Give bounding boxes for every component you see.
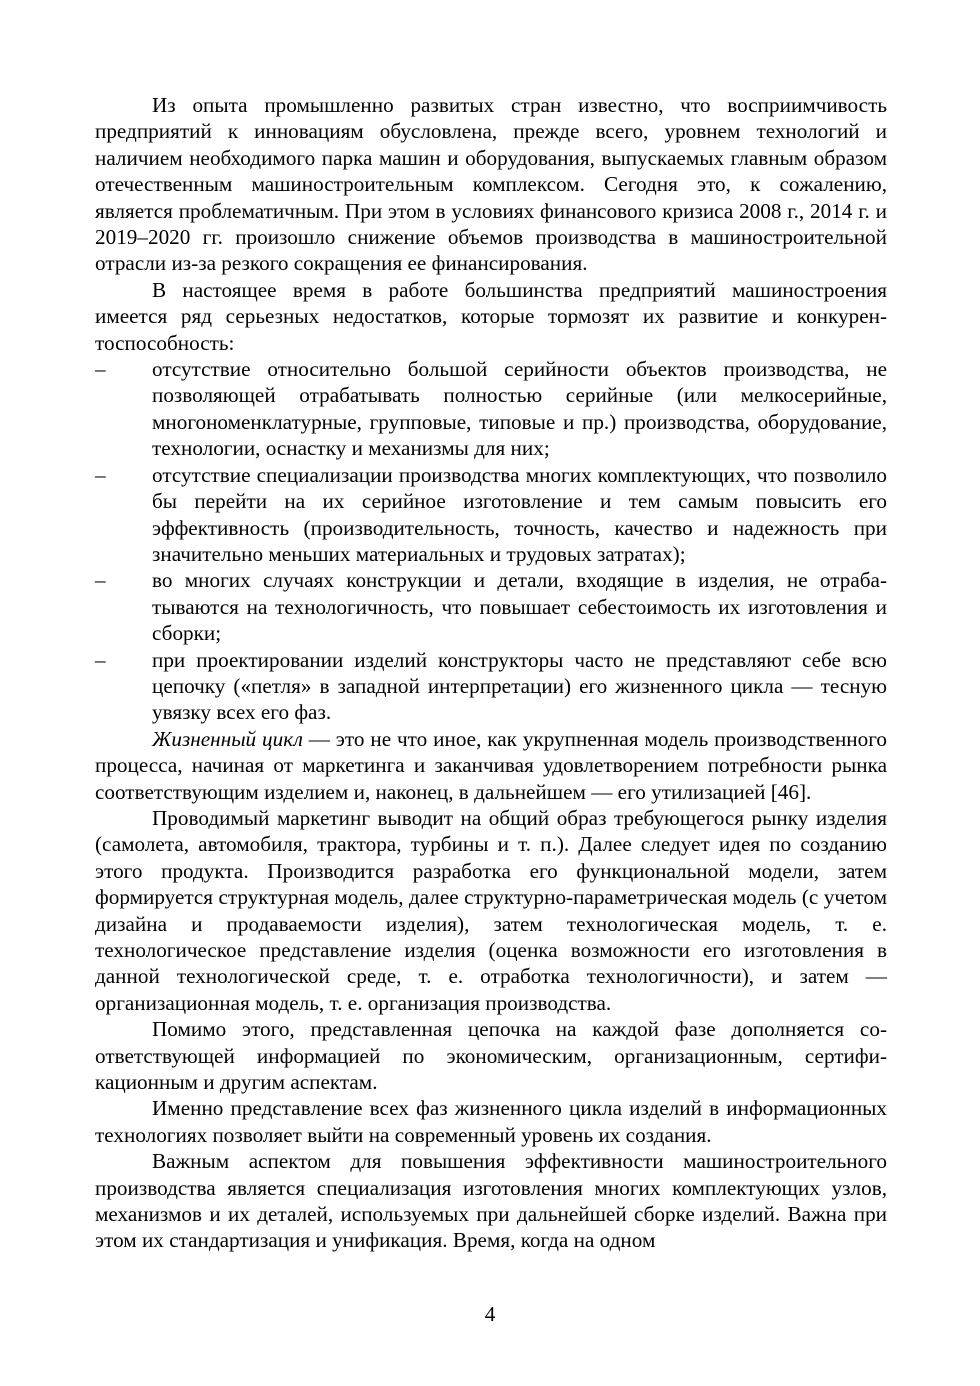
- list-item: [95, 567, 887, 646]
- paragraph-marketing: Проводимый маркетинг выводит на общий образ требующегося рынку изделия (самолета, автомобиля, трактора, турбины и т. п.). Далее следует идея по созданию этого продукта. Производится разработка его функциональной модели, затем формируется структурная модель, далее структурно-параметрическая модель (с учетом дизайна и продаваемости изделия), затем технологическая модель, т. е. технологическое представление изделия (оценка возможности его изготовления в данной технологической среде, т. е. отработка технологичности), и затем — организационная модель, т. е. организация производства.: [95, 805, 887, 1015]
- list-item: [95, 462, 887, 568]
- paragraph-it-phases: Именно представление всех фаз жизненного цикла изделий в информационных технологиях позволяет выйти на современный уровень их создания.: [95, 1096, 887, 1147]
- page-number: 4: [484, 1302, 496, 1326]
- list-dash: –: [95, 568, 106, 593]
- paragraph-shortcomings: В настоящее время в работе большинства предприятий машиностроения имеется ряд серьезных недостатков, которые тормозят их развитие и конкурентоспособность:: [95, 277, 887, 355]
- list-item-text: отсутствие специализации производства многих комплектующих, что позволило бы перейти на их серийное изготовление и тем самым повысить его эффективность (производительность, точность, качество и надежность при значительно меньших материальных и трудовых затратах);: [152, 462, 887, 566]
- paragraph-additional-info: Помимо этого, представленная цепочка на каждой фазе дополняется соответствующей информацией по экономическим, организационным, сертификационным и другим аспектам.: [95, 1017, 887, 1095]
- lifecycle-definition: — это не что иное, как укрупненная модель производственного процесса, начиная от маркетинга и заканчивая удовлетворением потребности рынка соответствующим изделием и, наконец, в дальнейшем — его утилизацией [46].: [95, 726, 887, 804]
- list-item-text: при проектировании изделий конструкторы часто не представляют себе всю цепочку («петля» в западной интерпретации) его жизненного цикла — тесную увязку всех его фаз.: [152, 647, 887, 725]
- list-item-text: во многих случаях конструкции и детали, входящие в изделия, не отрабатываются на технологичность, что повышает себестоимость их изготовления и сборки;: [152, 568, 887, 646]
- paragraph-specialization: Важным аспектом для повышения эффективности машиностроительного производства является специализация изготовления многих комплектующих узлов, механизмов и их деталей, используемых при дальнейшей сборке изделий. Важна при этом их стандартизация и унификация. Время, когда на одном: [95, 1149, 887, 1253]
- lifecycle-term: Жизненный цикл: [152, 726, 303, 751]
- list-item: [95, 356, 887, 462]
- list-dash: –: [95, 357, 106, 382]
- list-item: [95, 647, 887, 726]
- list-dash: –: [95, 647, 106, 672]
- list-item-text: отсутствие относительно большой серийности объектов производства, не позволяющей отрабатывать полностью серийные (или мелкосерийные, многономенклатурные, групповые, типовые и пр.) производства, оборудование, технологии, оснастку и механизмы для них;: [152, 357, 887, 461]
- page-body: [95, 92, 887, 1254]
- shortcomings-list: [95, 356, 887, 726]
- list-dash: –: [95, 462, 106, 487]
- paragraph-lifecycle: [95, 726, 887, 805]
- paragraph-innovation: Из опыта промышленно развитых стран известно, что восприимчивость предприятий к инновациям обусловлена, прежде всего, уровнем технологий и наличием необходимого парка машин и оборудования, выпускаемых главным образом отечественным машиностроительным комплексом. Сегодня это, к сожалению, является проблематичным. При этом в условиях финансового кризиса 2008 г., 2014 г. и 2019–2020 гг. произошло снижение объемов производства в машиностроительной отрасли из-за резкого сокращения ее финансирования.: [95, 93, 887, 276]
